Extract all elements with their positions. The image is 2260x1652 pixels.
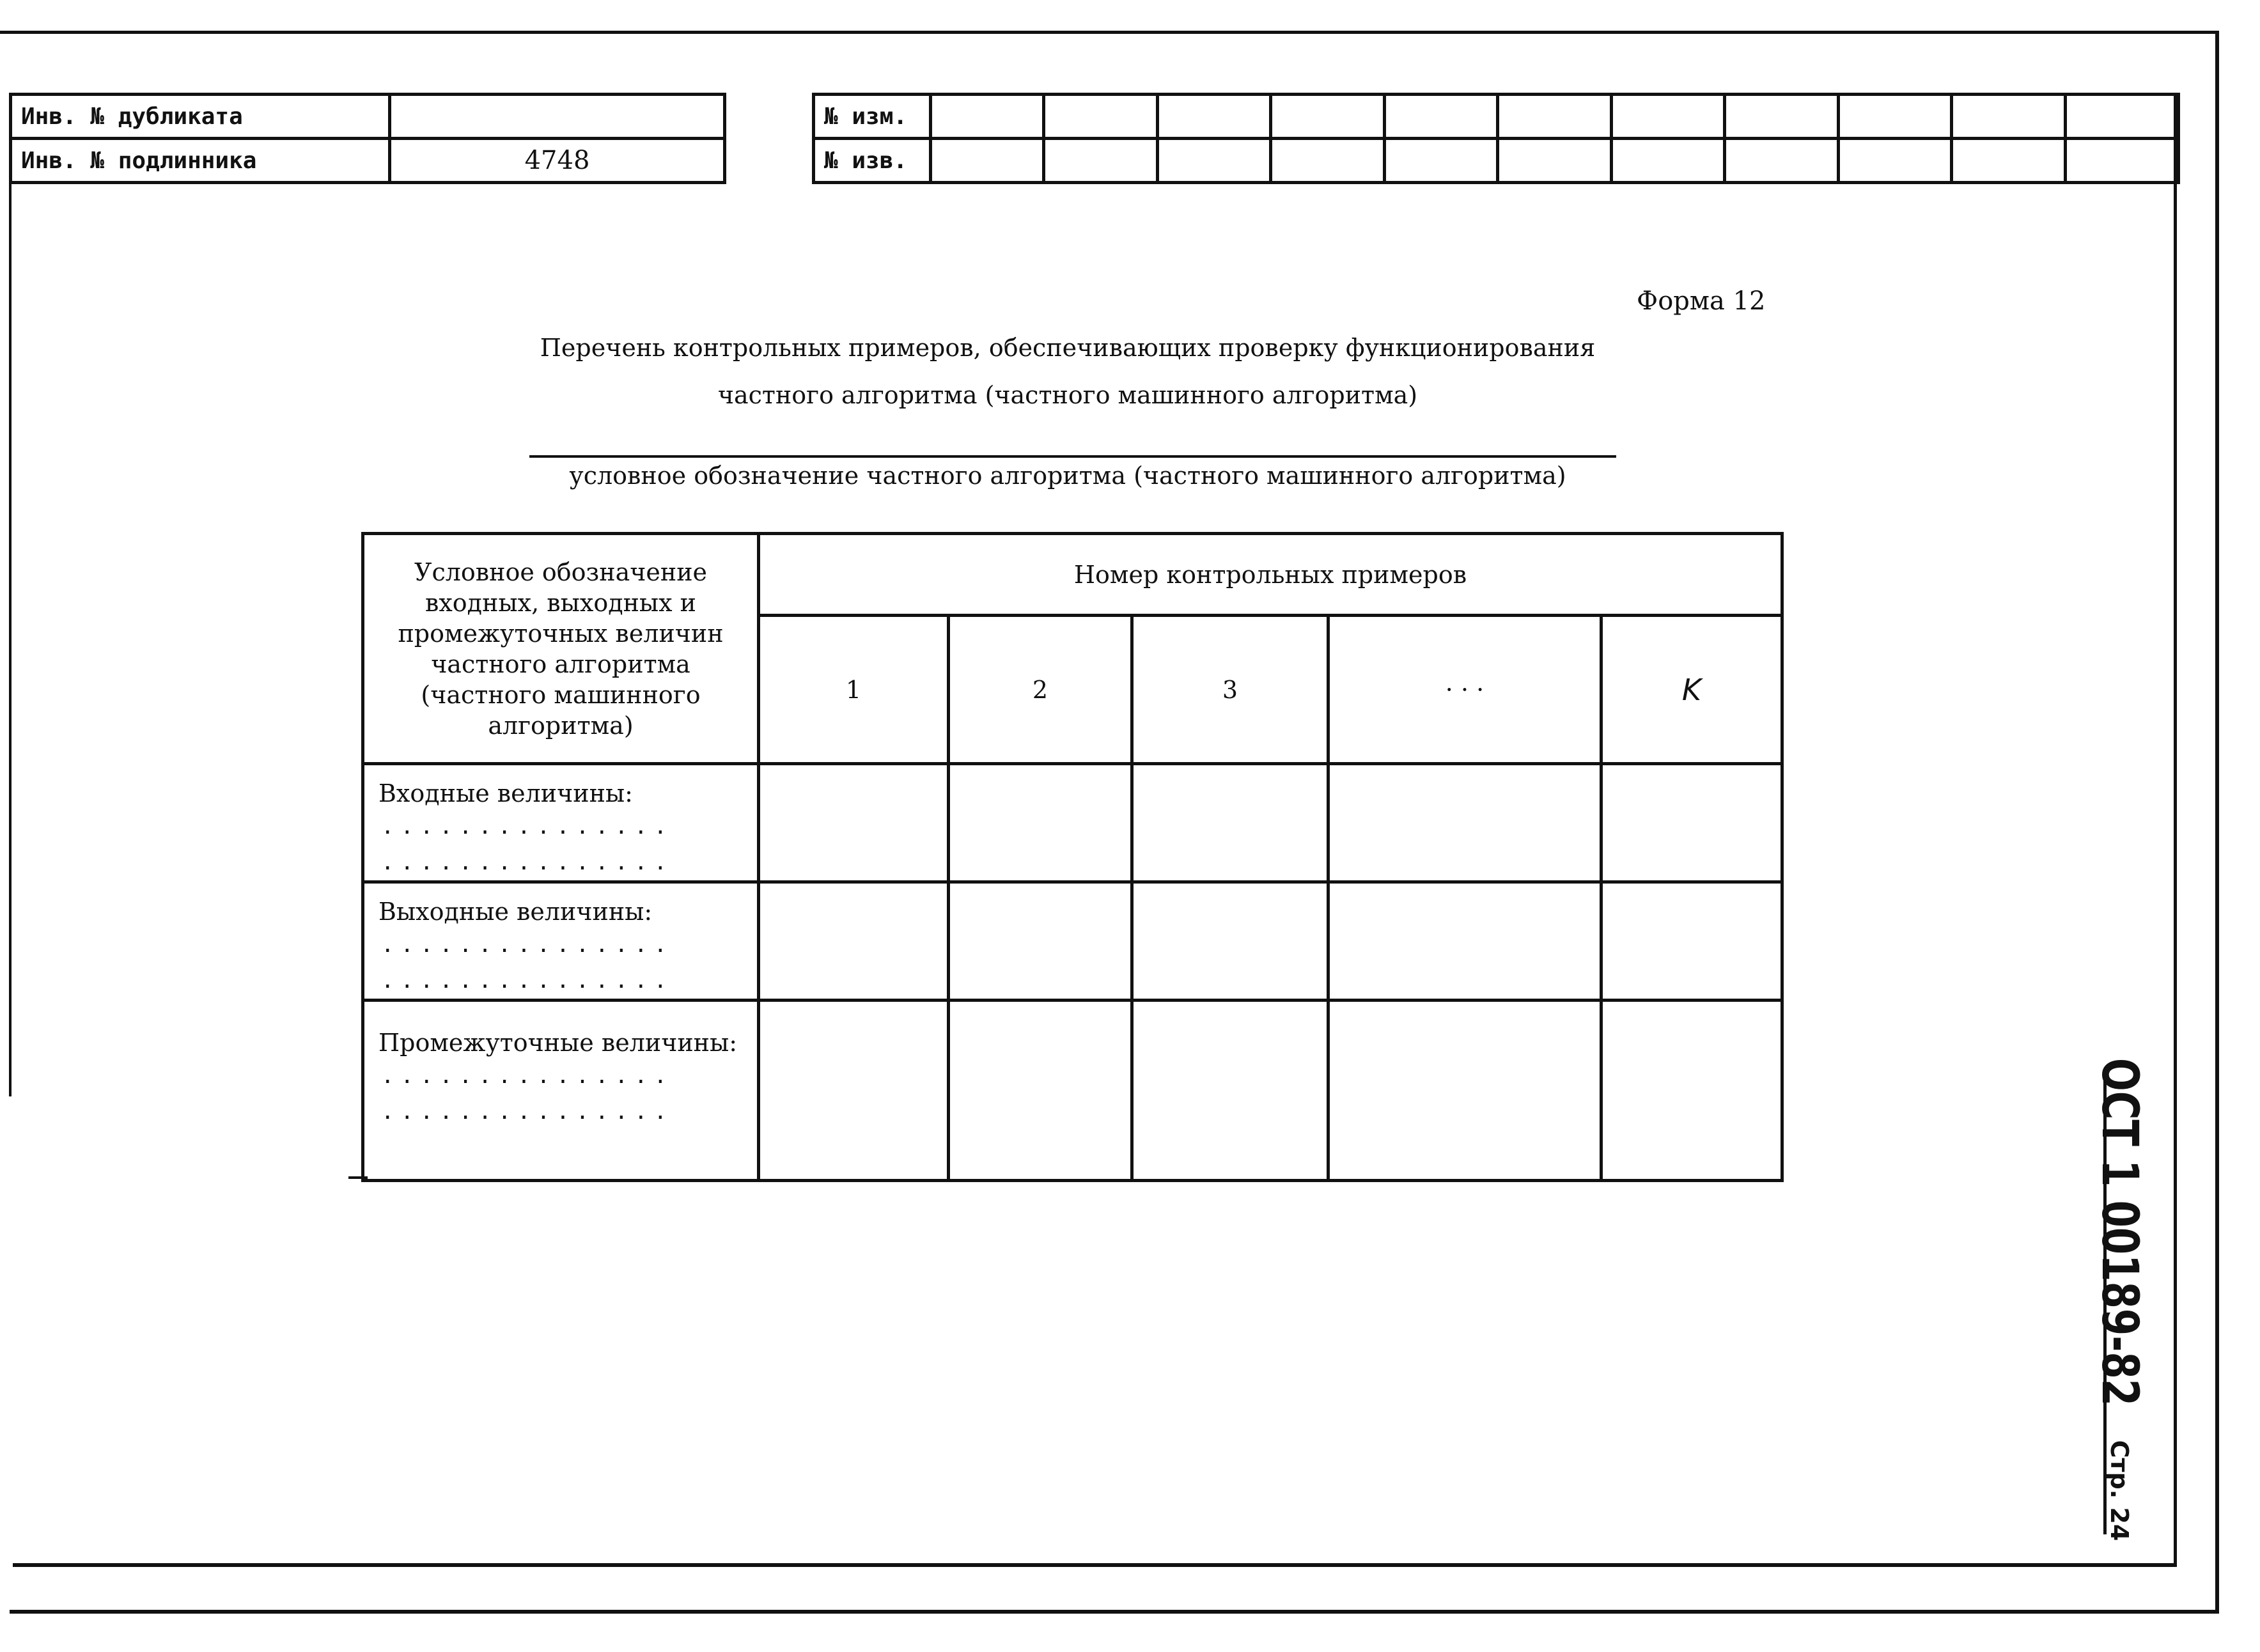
- notice-no-label: № изв.: [814, 139, 931, 183]
- document-title-line2: частного алгоритма (частного машинного алгоритма): [717, 381, 1418, 409]
- inv-original-value: 4748: [390, 139, 725, 183]
- inv-duplicate-label: Инв. № дубликата: [11, 95, 390, 139]
- table-cell: [1132, 1001, 1329, 1181]
- row-header-line: входных, выходных и: [425, 588, 696, 617]
- inner-frame-right: [2174, 93, 2177, 1566]
- header-right-table: [812, 93, 2180, 184]
- notice-cell: [1838, 139, 1951, 183]
- table-cell: [1601, 1001, 1782, 1181]
- row-label-text: Входные величины:: [378, 779, 633, 807]
- dotted-line: ...............: [381, 1099, 674, 1125]
- frame-top: [0, 31, 2218, 34]
- inv-duplicate-value: [390, 95, 725, 139]
- fill-in-caption: условное обозначение частного алгоритма (частного машинного алгоритма): [569, 462, 1566, 490]
- notice-cell: [2065, 139, 2178, 183]
- notice-cell: [1157, 139, 1270, 183]
- column-header: K: [1601, 616, 1782, 764]
- table-cell: [949, 882, 1132, 1001]
- change-cell: [1157, 95, 1270, 139]
- frame-right: [2215, 31, 2219, 1614]
- table-cell: [759, 764, 949, 882]
- document-stamp: [2081, 1058, 2158, 1557]
- form-label: Форма 12: [1637, 286, 1766, 316]
- notice-cell: [1498, 139, 1611, 183]
- notice-cell: [1044, 139, 1157, 183]
- standard-code: ОСТ 1 00189-82: [2091, 1058, 2148, 1407]
- notice-cell: [1271, 139, 1384, 183]
- dotted-line: ...............: [381, 850, 674, 875]
- control-examples-table: [361, 532, 1784, 1182]
- header-left-table: [9, 93, 726, 184]
- row-header-line: алгоритма): [488, 711, 634, 740]
- input-values-row-label: [363, 764, 759, 882]
- table-cell: [1329, 1001, 1601, 1181]
- change-cell: [1838, 95, 1951, 139]
- notice-cell: [1611, 139, 1724, 183]
- table-cell: [1132, 882, 1329, 1001]
- row-header-line: Условное обозначение: [414, 557, 708, 586]
- change-cell: [1271, 95, 1384, 139]
- row-label-text: Выходные величины:: [378, 898, 653, 926]
- inv-original-label: Инв. № подлинника: [11, 139, 390, 183]
- change-cell: [1498, 95, 1611, 139]
- notice-cell: [1725, 139, 1838, 183]
- dotted-line: ...............: [381, 968, 674, 994]
- table-cell: [759, 882, 949, 1001]
- change-cell: [931, 95, 1044, 139]
- table-cell: [1601, 882, 1782, 1001]
- row-header-line: (частного машинного: [421, 680, 701, 709]
- notice-cell: [1952, 139, 2065, 183]
- table-bottom-extension: [348, 1176, 368, 1179]
- group-header: Номер контрольных примеров: [759, 534, 1782, 616]
- column-header: · · ·: [1329, 616, 1601, 764]
- table-cell: [1329, 764, 1601, 882]
- intermediate-values-row-label: [363, 1001, 759, 1181]
- dotted-line: ...............: [381, 932, 674, 958]
- row-label-text: Промежуточные величины:: [378, 1029, 738, 1057]
- row-header-cell: [363, 534, 759, 764]
- frame-bottom: [10, 1610, 2218, 1614]
- dotted-line: ...............: [381, 814, 674, 839]
- change-cell: [1611, 95, 1724, 139]
- column-header: 3: [1132, 616, 1329, 764]
- inner-frame-left: [9, 93, 12, 1096]
- column-header: 2: [949, 616, 1132, 764]
- document-title-line1: Перечень контрольных примеров, обеспечивающих проверку функционирования: [540, 334, 1596, 362]
- change-cell: [1952, 95, 2065, 139]
- row-header-line: промежуточных величин: [398, 619, 724, 648]
- notice-cell: [1384, 139, 1497, 183]
- change-cell: [1044, 95, 1157, 139]
- change-no-label: № изм.: [814, 95, 931, 139]
- output-values-row-label: [363, 882, 759, 1001]
- table-cell: [949, 764, 1132, 882]
- notice-cell: [931, 139, 1044, 183]
- inner-frame-bottom: [13, 1563, 2177, 1567]
- table-cell: [1601, 764, 1782, 882]
- table-cell: [1329, 882, 1601, 1001]
- table-cell: [1132, 764, 1329, 882]
- fill-in-line: [529, 455, 1616, 458]
- dotted-line: ...............: [381, 1063, 674, 1089]
- table-cell: [759, 1001, 949, 1181]
- change-cell: [1725, 95, 1838, 139]
- change-cell: [1384, 95, 1497, 139]
- page-number: Стр. 24: [2105, 1440, 2133, 1541]
- table-cell: [949, 1001, 1132, 1181]
- column-header: 1: [759, 616, 949, 764]
- change-cell: [2065, 95, 2178, 139]
- row-header-line: частного алгоритма: [431, 650, 690, 678]
